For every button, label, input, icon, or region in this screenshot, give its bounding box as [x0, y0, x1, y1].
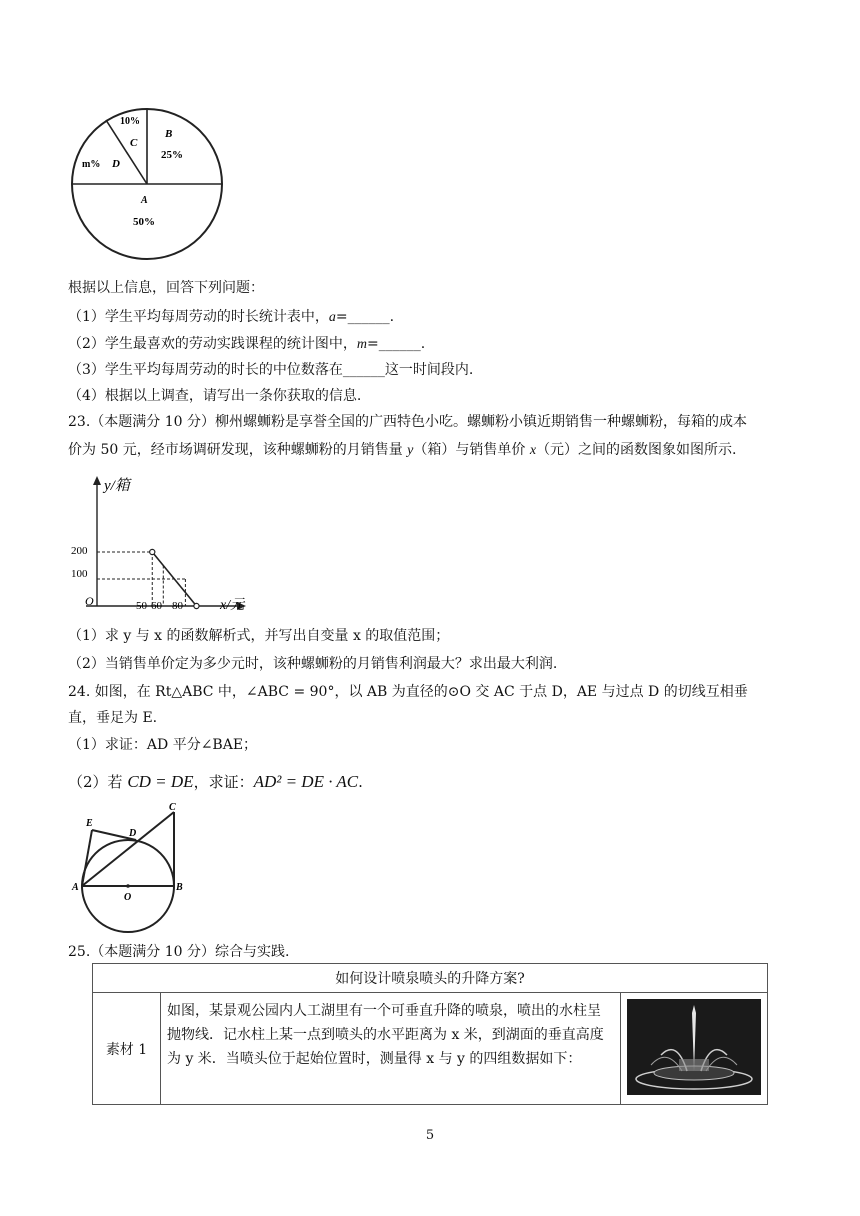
q22-sub1: （1）学生平均每周劳动的时长统计表中，a=______. — [68, 309, 395, 325]
y-axis-label: y/箱 — [104, 478, 130, 494]
slice-c-label: C — [130, 137, 138, 149]
point-e: E — [86, 818, 93, 829]
slice-c-percent: 10% — [120, 116, 140, 127]
q23-line1: 23.（本题满分 10 分）柳州螺蛳粉是享誉全国的广西特色小吃。螺蛳粉小镇近期销售一种螺蛳粉，每箱的成本 — [68, 414, 747, 430]
point-a: A — [72, 882, 79, 893]
x-tick-60: 60 — [151, 600, 162, 612]
q22-intro: 根据以上信息，回答下列问题： — [68, 280, 264, 296]
x-axis-label: x/元 — [220, 598, 245, 613]
slice-a-label: A — [141, 195, 148, 206]
q24-line1: 24. 如图，在 Rt△ABC 中，∠ABC = 90°，以 AB 为直径的⊙O 交 AC 于点 D，AE 与过点 D 的切线互相垂 — [68, 684, 748, 700]
q22-sub4: （4）根据以上调查，请写出一条你获取的信息. — [68, 388, 362, 404]
x-tick-80: 80 — [172, 600, 183, 612]
q25-heading: 25.（本题满分 10 分）综合与实践. — [68, 944, 290, 960]
y-tick-200: 200 — [71, 545, 88, 557]
material-label: 素材 1 — [93, 993, 161, 1105]
q22-sub3: （3）学生平均每周劳动的时长的中位数落在______这一时间段内. — [68, 362, 474, 378]
pie-divider-diagonal — [106, 120, 147, 184]
slice-d-percent: m% — [82, 159, 101, 170]
slice-a-percent: 50% — [133, 216, 155, 228]
q24-sub1: （1）求证：AD 平分∠BAE； — [68, 737, 258, 753]
graph-open-point-end — [194, 603, 199, 608]
point-c: C — [169, 802, 176, 813]
material-table — [92, 963, 768, 1105]
page-number: 5 — [425, 1128, 435, 1143]
slice-d-label: D — [112, 158, 120, 170]
fountain-photo — [621, 993, 768, 1105]
x-tick-50: 50 — [136, 600, 147, 612]
point-o: O — [124, 892, 132, 903]
q22-sub2: （2）学生最喜欢的劳动实践课程的统计图中，m=______. — [68, 336, 426, 352]
table-title: 如何设计喷泉喷头的升降方案? — [93, 964, 768, 993]
y-axis-arrow — [93, 476, 101, 485]
fountain-image — [627, 999, 761, 1095]
point-b: B — [176, 882, 183, 893]
y-tick-100: 100 — [71, 568, 88, 580]
slice-b-percent: 25% — [161, 149, 183, 161]
segment-ac — [82, 812, 174, 886]
graph-open-point-start — [150, 549, 155, 554]
circle-figure — [66, 800, 196, 940]
origin-label: O — [85, 594, 94, 608]
q24-line2: 直，垂足为 E. — [68, 710, 158, 726]
center-o-dot — [126, 884, 130, 888]
q23-line2: 价为 50 元，经市场调研发现，该种螺蛳粉的月销售量 y（箱）与销售单价 x（元）之间的函数图象如图所示. — [68, 442, 737, 458]
q24-sub2: （2）若 CD = DE，求证：AD² = DE · AC. — [68, 772, 363, 791]
material-text: 如图，某景观公园内人工湖里有一个可垂直升降的喷泉，喷出的水柱呈抛物线．记水柱上某一点到喷头的水平距离为 x 米，到湖面的垂直高度为 y 米．当喷头位于起始位置时，测量得 x 与 y 的四组数据如下： — [161, 993, 621, 1105]
q23-sub1: （1）求 y 与 x 的函数解析式，并写出自变量 x 的取值范围； — [68, 628, 450, 644]
slice-b-label: B — [165, 128, 173, 140]
q23-sub2: （2）当销售单价定为多少元时，该种螺蛳粉的月销售利润最大？求出最大利润. — [68, 656, 558, 672]
pie-chart — [68, 96, 228, 272]
sales-graph — [68, 472, 258, 622]
point-d: D — [129, 828, 137, 839]
